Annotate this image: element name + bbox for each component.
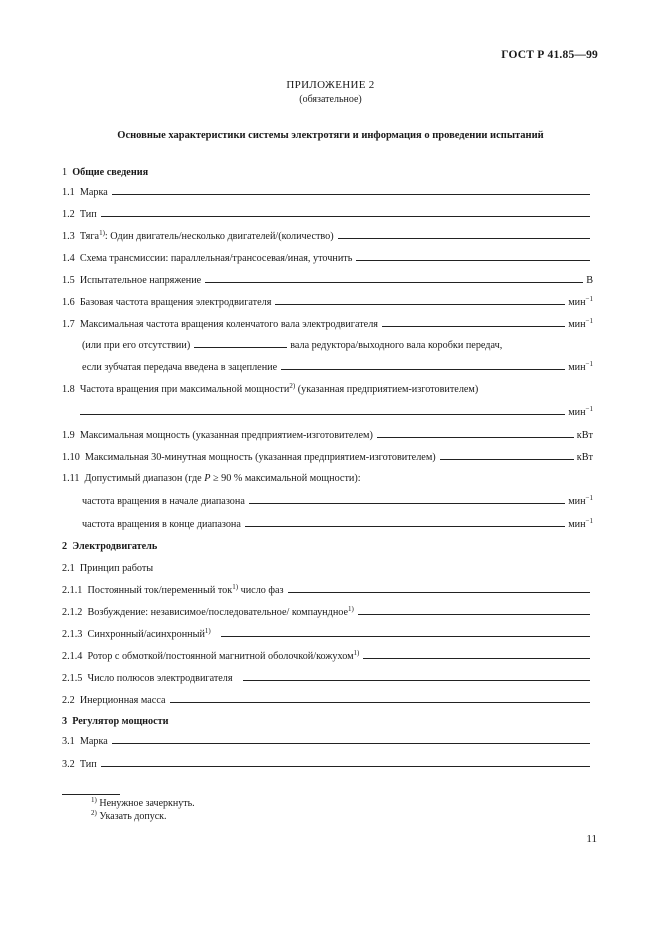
input-line-rotor[interactable] xyxy=(363,658,590,659)
field-2-1-1: 2.1.1 Постоянный ток/переменный ток$^{1)}$ число фаз xyxy=(62,582,593,596)
field-2-1-5: 2.1.5 Число полюсов электродвигателя xyxy=(62,670,593,684)
field-1-4: 1.4 Схема трансмиссии: параллельная/трансосевая/иная, уточнить xyxy=(62,250,593,264)
field-3-1: 3.1 Марка xyxy=(62,733,593,747)
field-2-1-2: 2.1.2 Возбуждение: независимое/последовательное/ компаундное$^{1)}$ xyxy=(62,604,593,618)
field-1-2: 1.2 Тип xyxy=(62,206,593,220)
field-1-8-value: мин$^{-1}$ xyxy=(80,404,593,418)
input-line-test-voltage[interactable] xyxy=(205,282,583,283)
field-1-6: 1.6 Базовая частота вращения электродвигателя мин$^{-1}$ xyxy=(62,295,593,308)
input-line-brand[interactable] xyxy=(112,194,590,195)
input-line-max-power[interactable] xyxy=(377,437,574,438)
section-3-heading: 3 Регулятор мощности xyxy=(62,716,169,727)
footnote-1: $^{1)}$ Ненужное зачеркнуть. xyxy=(91,796,195,809)
field-1-11-start: частота вращения в начале диапазона мин$^{-1}$ xyxy=(82,494,593,507)
document-code: ГОСТ Р 41.85—99 xyxy=(501,49,598,61)
appendix-title: ПРИЛОЖЕНИЕ 2 xyxy=(286,79,375,91)
field-1-7-alt: (или при его отсутствии) вала редуктора/выходного вала коробки передач, xyxy=(82,340,503,351)
main-title: Основные характеристики системы электротяги и информация о проведении испытаний xyxy=(117,130,544,141)
input-line-sync-async[interactable] xyxy=(221,636,590,637)
appendix-subtitle: (обязательное) xyxy=(299,94,362,105)
field-2-1-4: 2.1.4 Ротор с обмоткой/постоянной магнитной оболочкой/кожухом$^{1)}$ xyxy=(62,648,593,662)
input-line-controller-type[interactable] xyxy=(101,766,590,767)
field-1-11: 1.11 Допустимый диапазон (где P ≥ 90 % максимальной мощности): xyxy=(62,473,361,484)
input-line-gear-engaged[interactable] xyxy=(281,369,565,370)
input-line-excitation[interactable] xyxy=(358,614,590,615)
field-1-7-gear: если зубчатая передача введена в зацепление мин$^{-1}$ xyxy=(82,360,593,373)
field-1-10: 1.10 Максимальная 30-минутная мощность (указанная предприятием-изготовителем) кВт xyxy=(62,452,593,463)
field-3-2: 3.2 Тип xyxy=(62,756,593,770)
input-line-max-crank-speed[interactable] xyxy=(382,326,565,327)
input-line-poles[interactable] xyxy=(243,680,590,681)
page-number: 11 xyxy=(586,833,597,845)
field-1-5: 1.5 Испытательное напряжение В xyxy=(62,275,593,286)
field-1-8: 1.8 Частота вращения при максимальной мощности$^{2)}$ (указанная предприятием-изготовителем) xyxy=(62,382,479,395)
input-line-inertial-mass[interactable] xyxy=(170,702,591,703)
field-1-9: 1.9 Максимальная мощность (указанная предприятием-изготовителем) кВт xyxy=(62,430,593,441)
input-line-range-start[interactable] xyxy=(249,503,565,504)
footnote-2: $^{2)}$ Указать допуск. xyxy=(91,809,167,822)
field-2-1: 2.1 Принцип работы xyxy=(62,563,154,574)
input-line-phases[interactable] xyxy=(288,592,590,593)
field-1-7: 1.7 Максимальная частота вращения коленчатого вала электродвигателя мин$^{-1}$ xyxy=(62,317,593,330)
field-1-11-end: частота вращения в конце диапазона мин$^{-1}$ xyxy=(82,517,593,530)
input-line-range-end[interactable] xyxy=(245,526,565,527)
input-line-max-30min-power[interactable] xyxy=(440,459,574,460)
input-line-base-speed[interactable] xyxy=(275,304,565,305)
input-line-gearbox-shaft[interactable] xyxy=(194,347,287,348)
section-2-heading: 2 Электродвигатель xyxy=(62,541,158,552)
input-line-speed-at-max-power[interactable] xyxy=(80,414,565,415)
input-line-traction[interactable] xyxy=(338,238,590,239)
input-line-type[interactable] xyxy=(101,216,590,217)
field-1-3: 1.3 Тяга$^{1)}$: Один двигатель/несколько двигателей/(количество) xyxy=(62,228,593,242)
field-2-2: 2.2 Инерционная масса xyxy=(62,692,593,706)
field-2-1-3: 2.1.3 Синхронный/асинхронный$^{1)}$ xyxy=(62,626,593,640)
field-1-1: 1.1 Марка xyxy=(62,184,593,198)
section-1-heading: 1 Общие сведения xyxy=(62,167,149,178)
input-line-transmission[interactable] xyxy=(356,260,590,261)
input-line-controller-brand[interactable] xyxy=(112,743,590,744)
footnote-divider xyxy=(62,794,120,795)
